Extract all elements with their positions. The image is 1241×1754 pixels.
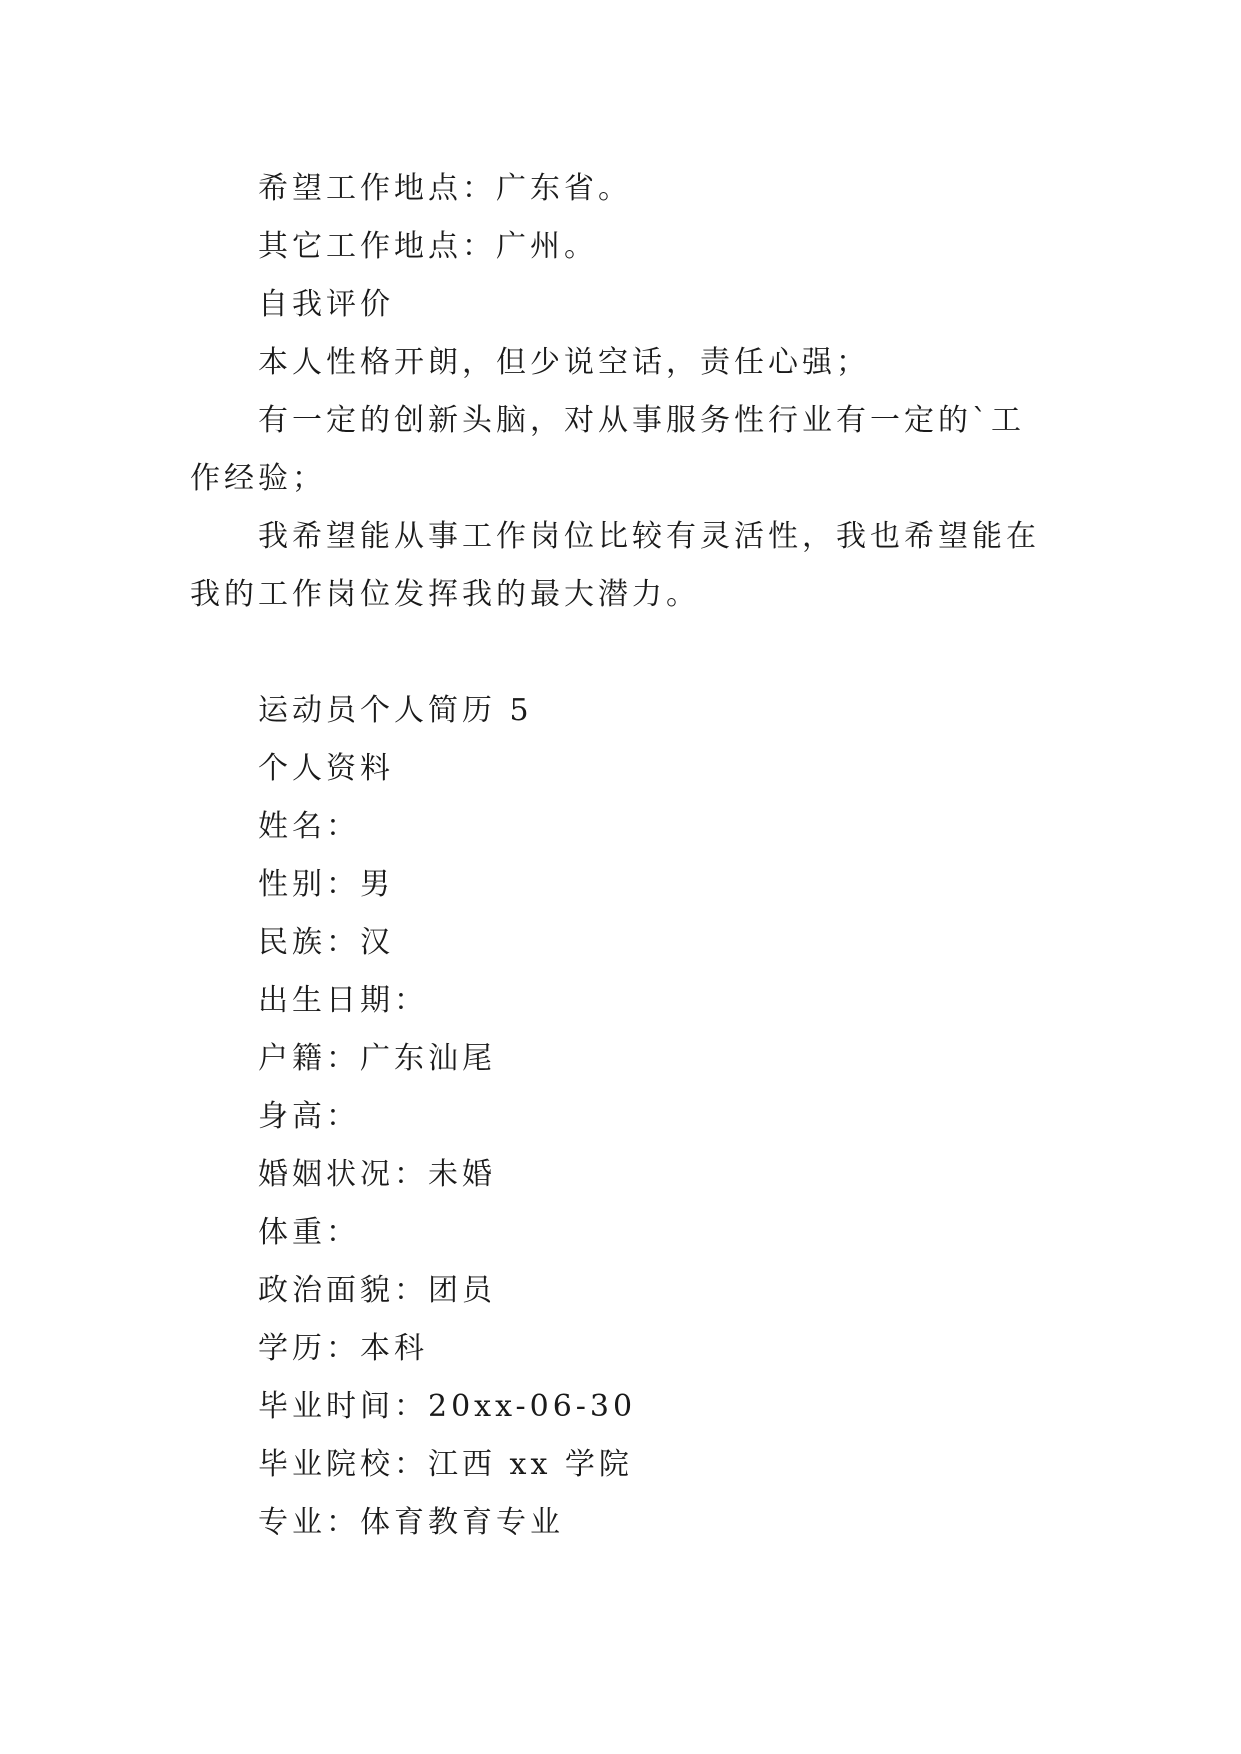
field-political-status: 政治面貌：团员 — [258, 1273, 496, 1308]
field-education: 学历：本科 — [258, 1331, 428, 1366]
field-ethnicity: 民族：汉 — [258, 925, 394, 960]
self-evaluation-item: 我希望能从事工作岗位比较有灵活性，我也希望能在我的工作岗位发挥我的最大潜力。 — [190, 519, 1040, 612]
self-evaluation-item: 本人性格开朗，但少说空话，责任心强； — [258, 345, 870, 380]
section-spacer — [190, 624, 1060, 682]
resume-title: 运动员个人简历 5 — [258, 693, 533, 728]
self-evaluation-item: 有一定的创新头脑，对从事服务性行业有一定的`工作经验； — [190, 403, 1025, 496]
document-body — [190, 160, 1060, 1552]
desired-location-line: 希望工作地点：广东省。 — [258, 171, 632, 206]
self-evaluation-heading: 自我评价 — [258, 287, 394, 322]
field-household-registration: 户籍：广东汕尾 — [258, 1041, 496, 1076]
field-major: 专业：体育教育专业 — [258, 1505, 564, 1540]
field-height: 身高： — [258, 1099, 360, 1134]
field-birth-date: 出生日期： — [258, 983, 428, 1018]
field-school: 毕业院校：江西 xx 学院 — [258, 1447, 633, 1482]
field-marital-status: 婚姻状况：未婚 — [258, 1157, 496, 1192]
field-weight: 体重： — [258, 1215, 360, 1250]
field-name: 姓名： — [258, 809, 360, 844]
other-location-line: 其它工作地点：广州。 — [258, 229, 598, 264]
field-gender: 性别：男 — [258, 867, 394, 902]
personal-info-heading: 个人资料 — [258, 751, 394, 786]
field-graduation-date: 毕业时间：20xx-06-30 — [258, 1389, 637, 1424]
